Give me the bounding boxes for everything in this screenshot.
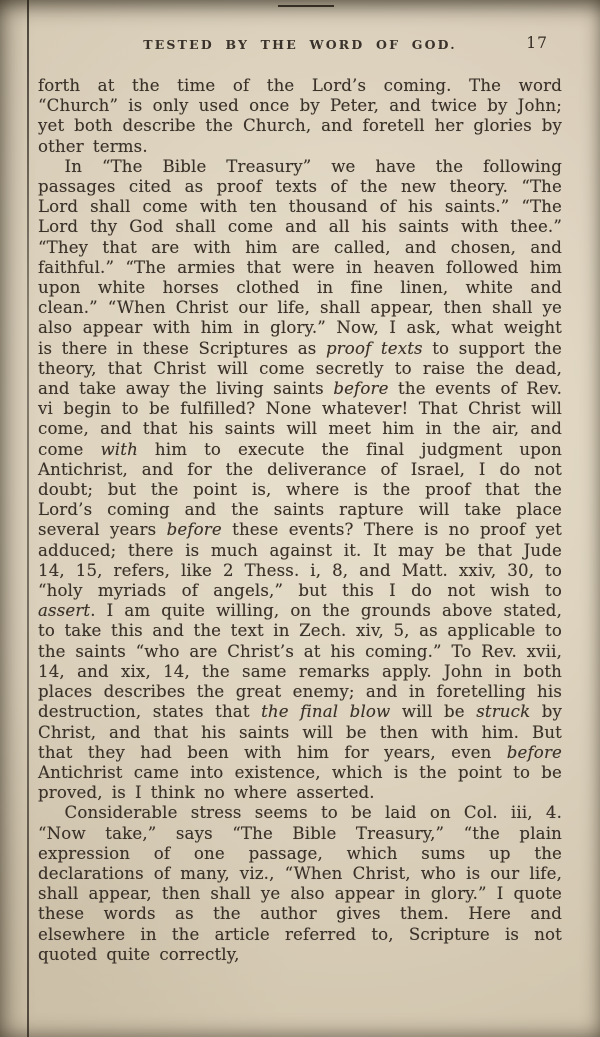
italic-text-segment: before xyxy=(333,379,389,399)
italic-text-segment: proof texts xyxy=(325,338,423,358)
top-edge-mark xyxy=(278,5,334,7)
text-segment: will be xyxy=(390,702,477,722)
paragraph xyxy=(38,157,562,804)
text-segment: . I am quite willing, on the grounds above stated, to take this and the text in Zech. xiv, 5, as applicable to the saints “who are Christ’s at his coming.” To Rev. xvii, 14, and xix, 14, the same remarks apply. John in both places describes the great enemy; and in foretelling his destruction, states that xyxy=(38,601,562,722)
paragraph xyxy=(38,803,562,965)
italic-text-segment: with xyxy=(100,439,138,459)
text-segment: to support the theory, that Christ will come secretly to raise the dead, and take away the living saints xyxy=(38,338,562,399)
page-body xyxy=(38,76,562,965)
running-header: TESTED BY THE WORD OF GOD. xyxy=(143,37,457,52)
text-segment: In “The Bible Treasury” we have the following passages cited as proof texts of the new theory. “The Lord shall come with ten thousand of his saints.” “The Lord thy God shall come and all his saints with thee.” “They that are with him are called, and chosen, and faithful.” “The armies that were in heaven followed him upon white horses clothed in fine linen, white and clean.” “When Christ our life, shall appear, then shall ye also appear with him in glory.” Now, I ask, what weight is there in these Scriptures as xyxy=(38,156,562,358)
text-segment: the events of Rev. vi begin to be fulfilled? None whatever! That Christ will come, and that his saints will meet him in the air, and come xyxy=(38,379,563,459)
paragraph xyxy=(38,76,562,157)
italic-text-segment: the final blow xyxy=(261,702,391,722)
text-segment: him to execute the final judgment upon Antichrist, and for the deliverance of Israel, I do not doubt; but the point is, where is the proof that the Lord’s coming and the saints rapture will take place several years xyxy=(38,439,562,540)
italic-text-segment: before xyxy=(166,520,222,540)
text-segment: Considerable stress seems to be laid on Col. iii, 4. “Now take,” says “The Bible Treasury,” “the plain expression of one passage, which sums up the declarations of many, viz., “When Christ, who is our life, shall appear, then shall ye also appear in glory.” I quote these words as the author gives them. Here and elsewhere in the article referred to, Scripture is not quoted quite correctly, xyxy=(38,803,562,964)
binding-edge-line xyxy=(27,0,29,1037)
italic-text-segment: assert xyxy=(38,601,91,621)
italic-text-segment: before xyxy=(506,742,562,762)
running-header-row xyxy=(40,34,560,57)
page-number: 17 xyxy=(526,34,548,52)
text-segment: forth at the time of the Lord’s coming. The word “Church” is only used once by Peter, and twice by John; yet both describe the Church, and foretell her glories by other terms. xyxy=(38,76,562,156)
italic-text-segment: struck xyxy=(476,702,531,722)
text-segment: by Christ, and that his saints will be then with him. But that they had been with him for years, even xyxy=(38,702,563,762)
text-segment: Antichrist came into existence, which is the point to be proved, is I think no where asserted. xyxy=(38,762,562,803)
text-segment: these events? There is no proof yet adduced; there is much against it. It may be that Jude 14, 15, refers, like 2 Thess. i, 8, and Matt. xxiv, 30, to “holy myriads of angels,” but this I do not wish to xyxy=(38,520,562,601)
